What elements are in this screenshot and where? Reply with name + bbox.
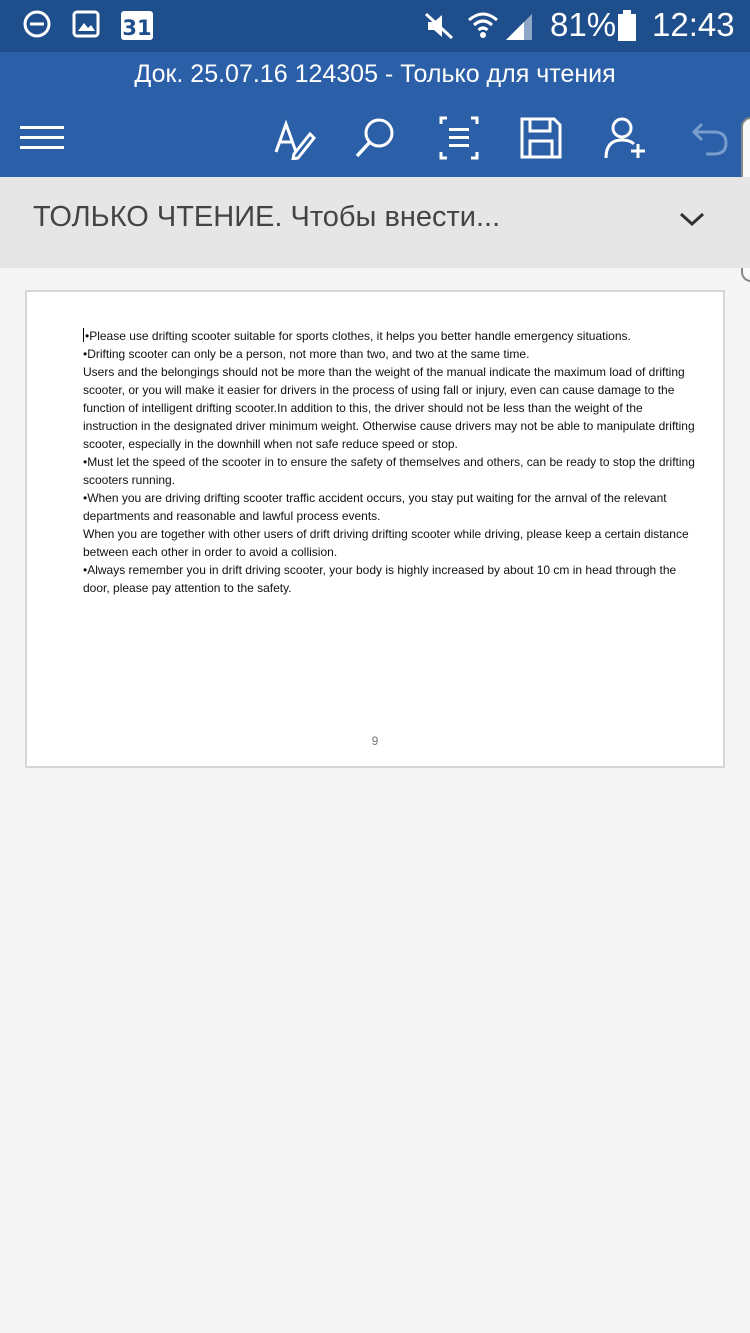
share-icon <box>604 116 648 160</box>
undo-button[interactable] <box>682 110 738 166</box>
undo-icon <box>690 118 730 158</box>
gallery-icon <box>72 9 100 44</box>
paragraph: When you are together with other users of drift driving drifting scooter while driving, please keep a certain distance between each other in order to avoid a collision. <box>83 527 689 559</box>
paragraph <box>83 327 697 345</box>
clock: 12:43 <box>652 6 735 43</box>
save-button[interactable] <box>513 110 569 166</box>
paragraph: Users and the belongings should not be more than the weight of the manual indicate the maximum load of drifting scooter, or you will make it easier for drivers in the process of using fall or injury, even can cause damage to the function of intelligent drifting scooter.In addition to this, the driver should not be less than the weight of the instruction in the designated driver minimum weight. Otherwise cause drivers may not be able to manipulate drifting scooter, especially in the downhill when not safe reduce speed or stop. <box>83 365 695 451</box>
calendar-icon <box>120 9 154 46</box>
menu-icon <box>20 123 64 153</box>
document-body[interactable] <box>83 327 697 597</box>
read-only-notice[interactable] <box>0 177 750 268</box>
paragraph: •Drifting scooter can only be a person, not more than two, and two at the same time. <box>83 347 530 361</box>
paragraph: •When you are driving drifting scooter traffic accident occurs, you stay put waiting for the arnval of the relevant departments and reasonable and lawful process events. <box>83 491 667 523</box>
save-icon <box>520 117 562 159</box>
battery-icon <box>617 10 637 47</box>
battery-percent: 81% <box>550 6 617 43</box>
calendar-day: 31 <box>122 16 152 40</box>
document-title: Док. 25.07.16 124305 - Только для чтения <box>0 52 750 98</box>
menu-button[interactable] <box>14 110 70 166</box>
search-button[interactable] <box>347 110 403 166</box>
read-only-notice-text: ТОЛЬКО ЧТЕНИЕ. Чтобы внести... <box>33 201 501 233</box>
status-bar <box>0 0 750 52</box>
document-page[interactable] <box>25 290 725 768</box>
mute-icon <box>424 11 456 46</box>
reading-view-icon <box>439 116 479 160</box>
reading-view-button[interactable] <box>431 110 487 166</box>
edit-button[interactable] <box>266 110 322 166</box>
edit-icon <box>272 116 316 160</box>
paragraph: •Always remember you in drift driving scooter, your body is highly increased by about 10 cm in head through the door, please pay attention to the safety. <box>83 563 677 595</box>
wifi-icon <box>466 8 500 47</box>
do-not-disturb-icon <box>22 9 52 44</box>
search-icon <box>353 116 397 160</box>
paragraph: •Must let the speed of the scooter in to ensure the safety of themselves and others, can be ready to stop the drifting scooters running. <box>83 455 695 487</box>
toolbar <box>0 98 750 177</box>
text-cursor <box>83 328 84 342</box>
page-number: 9 <box>371 734 379 748</box>
paragraph-text: •Please use drifting scooter suitable for sports clothes, it helps you better handle emergency situations. <box>85 329 631 343</box>
signal-icon <box>504 12 534 47</box>
share-button[interactable] <box>598 110 654 166</box>
chevron-down-icon[interactable] <box>678 209 706 234</box>
